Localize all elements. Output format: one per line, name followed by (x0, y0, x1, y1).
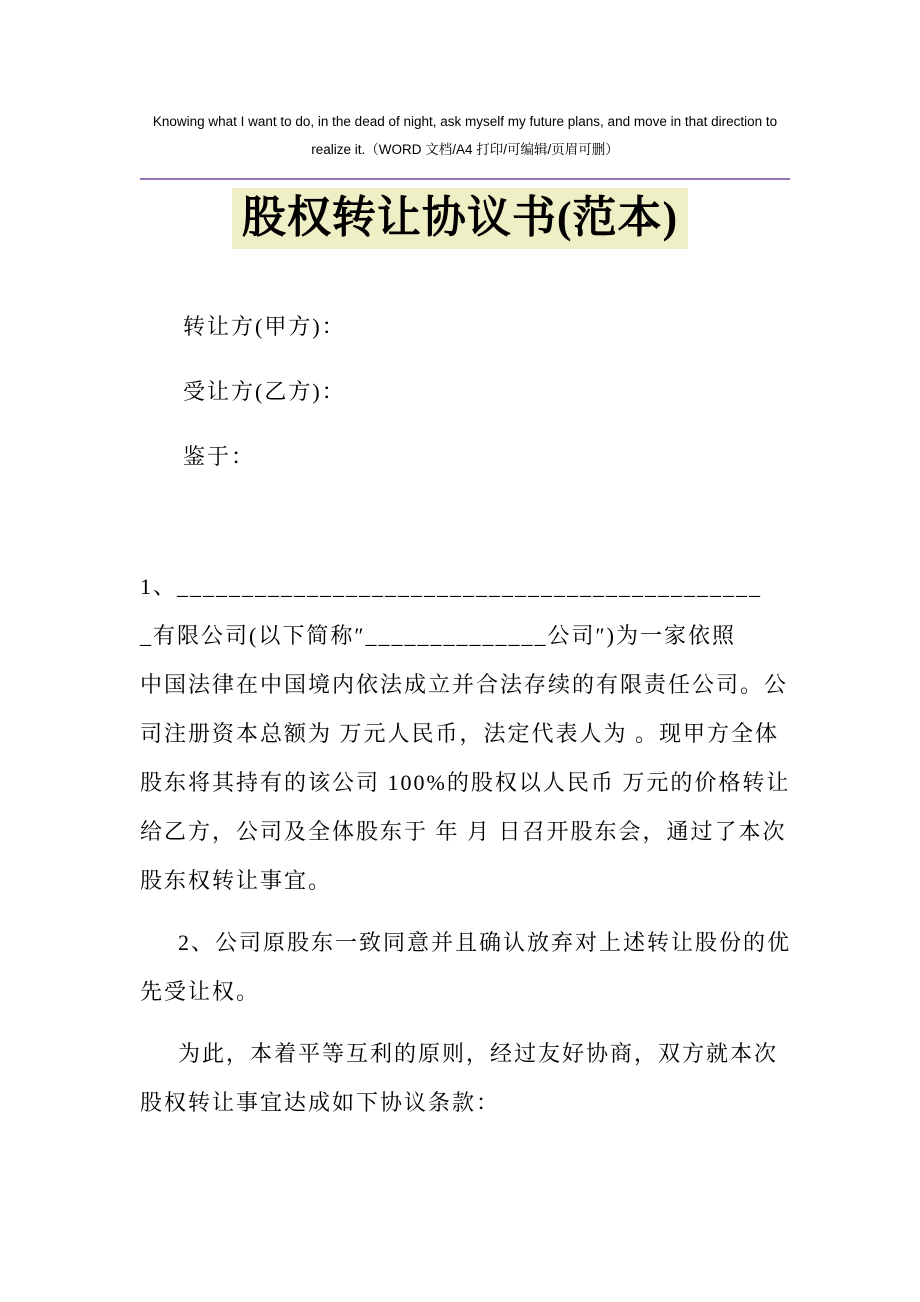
title-highlight: 股权转让协议书(范本) (232, 188, 688, 249)
closing-paragraph-line: 为此，本着平等互利的原则，经过友好协商，双方就本次 (178, 1040, 779, 1066)
header-note: Knowing what I want to do, in the dead of night, ask myself my future plans, and move in that direction to realize it.（WORD 文档/A4 打印/可编辑/页眉可删） (152, 114, 778, 157)
clause-1-line: _有限公司(以下简称″______________公司″)为一家依照 (140, 622, 736, 648)
party-b-label: 受让方(乙方)： (183, 378, 346, 404)
clause-1-line: 司注册资本总额为 万元人民币，法定代表人为 。现甲方全体 (140, 720, 780, 746)
whereas-label: 鉴于： (183, 443, 256, 469)
clause-1-line: 股东权转让事宜。 (140, 867, 333, 893)
document-body (140, 311, 792, 1127)
clause-1-line: 股东将其持有的该公司 100%的股权以人民币 万元的价格转让 (140, 769, 791, 795)
closing-paragraph-line: 股权转让事宜达成如下协议条款： (140, 1089, 501, 1115)
closing-paragraph (140, 1029, 792, 1127)
clause-2-line: 先受让权。 (140, 978, 261, 1004)
page-title (0, 192, 920, 245)
clause-2 (140, 918, 792, 1016)
document-header (140, 0, 790, 180)
party-a-label: 转让方(甲方)： (183, 313, 346, 339)
clause-2-line: 2、公司原股东一致同意并且确认放弃对上述转让股份的优 (178, 929, 792, 955)
clause-1-line: 中国法律在中国境内依法成立并合法存续的有限责任公司。公 (140, 671, 789, 697)
clause-1-line: 给乙方，公司及全体股东于 年 月 日召开股东会，通过了本次 (140, 818, 787, 844)
clause-1-line: 1、_____________________________________________ (140, 573, 763, 599)
clause-1 (140, 562, 792, 905)
